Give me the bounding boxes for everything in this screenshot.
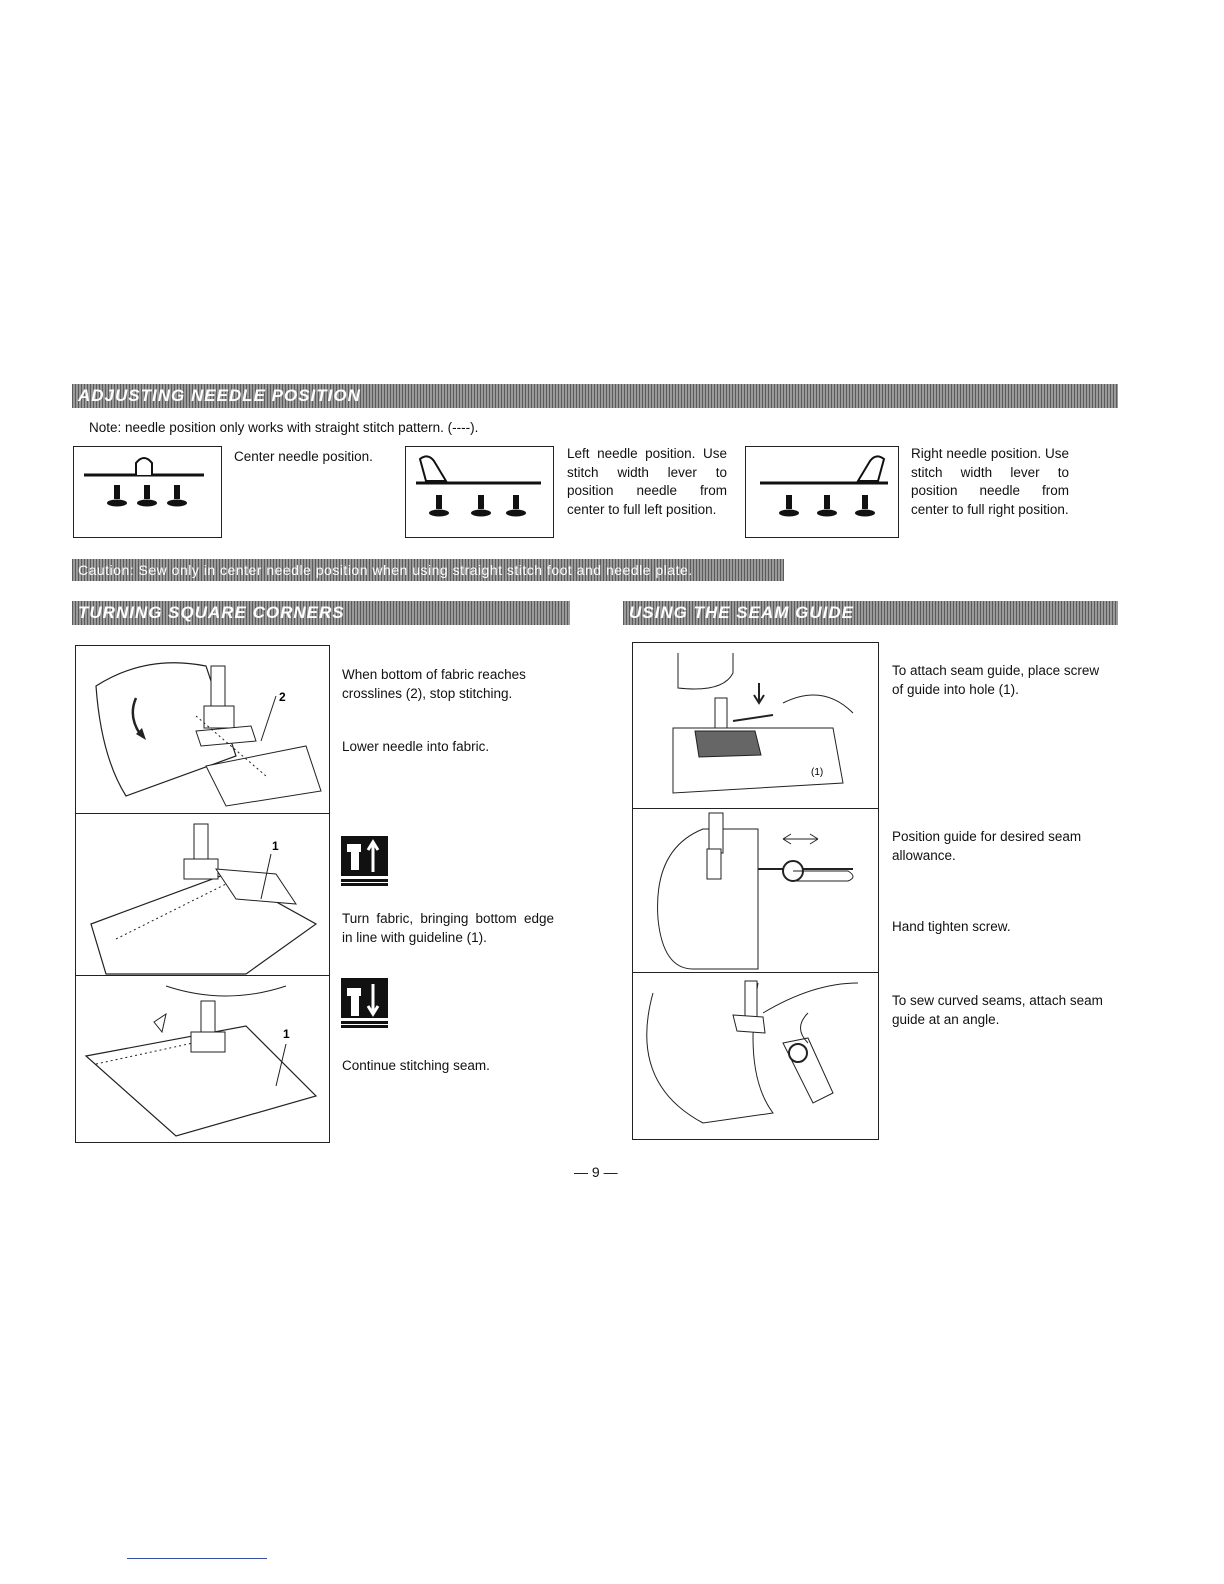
left-needle-illustration bbox=[405, 446, 554, 538]
center-needle-illustration bbox=[73, 446, 222, 538]
needle-position-banner: ADJUSTING NEEDLE POSITION bbox=[72, 384, 1118, 408]
square-corners-figure bbox=[75, 645, 330, 1143]
center-needle-text: Center needle position. bbox=[234, 449, 373, 464]
label-guideline-1b: 1 bbox=[283, 1027, 290, 1041]
seam-step-1: To attach seam guide, place screw of guide into hole (1). bbox=[892, 663, 1100, 697]
presser-foot-down-icon bbox=[341, 978, 388, 1028]
corner-step-4: Continue stitching seam. bbox=[342, 1058, 490, 1073]
seam-guide-banner: USING THE SEAM GUIDE bbox=[623, 601, 1118, 625]
seam-panel-1 bbox=[633, 643, 878, 809]
seam-step-4: To sew curved seams, attach seam guide at an angle. bbox=[892, 993, 1103, 1027]
right-needle-text: Right needle position. Use stitch width lever to position needle from center to full right position. bbox=[911, 446, 1069, 517]
presser-foot-up-icon bbox=[341, 836, 388, 886]
seam-step-3: Hand tighten screw. bbox=[892, 919, 1011, 934]
seam-guide-figure bbox=[632, 642, 879, 1140]
seam-step-2: Position guide for desired seam allowance. bbox=[892, 829, 1082, 863]
corner-step-3: Turn fabric, bringing bottom edge in line with guideline (1). bbox=[342, 911, 554, 945]
page-number: — 9 — bbox=[574, 1164, 618, 1180]
corner-panel-1 bbox=[76, 646, 329, 814]
corner-panel-2 bbox=[76, 814, 329, 976]
seam-panel-2 bbox=[633, 809, 878, 973]
label-crosslines-2: 2 bbox=[279, 690, 286, 704]
corner-step-2: Lower needle into fabric. bbox=[342, 739, 490, 754]
corner-step-1: When bottom of fabric reaches crosslines (2), stop stitching. bbox=[342, 667, 526, 701]
caution-banner: Caution: Sew only in center needle position when using straight stitch foot and needle plate. bbox=[72, 559, 784, 581]
label-hole-1: (1) bbox=[811, 767, 824, 778]
needle-position-note: Note: needle position only works with straight stitch pattern. (----). bbox=[89, 420, 479, 435]
label-guideline-1a: 1 bbox=[272, 839, 279, 853]
footer-rule bbox=[127, 1558, 267, 1559]
square-corners-banner: TURNING SQUARE CORNERS bbox=[72, 601, 570, 625]
corner-panel-3 bbox=[76, 976, 329, 1144]
left-needle-text: Left needle position. Use stitch width lever to position needle from center to full left position. bbox=[567, 446, 727, 517]
right-needle-illustration bbox=[745, 446, 899, 538]
seam-panel-3 bbox=[633, 973, 878, 1139]
